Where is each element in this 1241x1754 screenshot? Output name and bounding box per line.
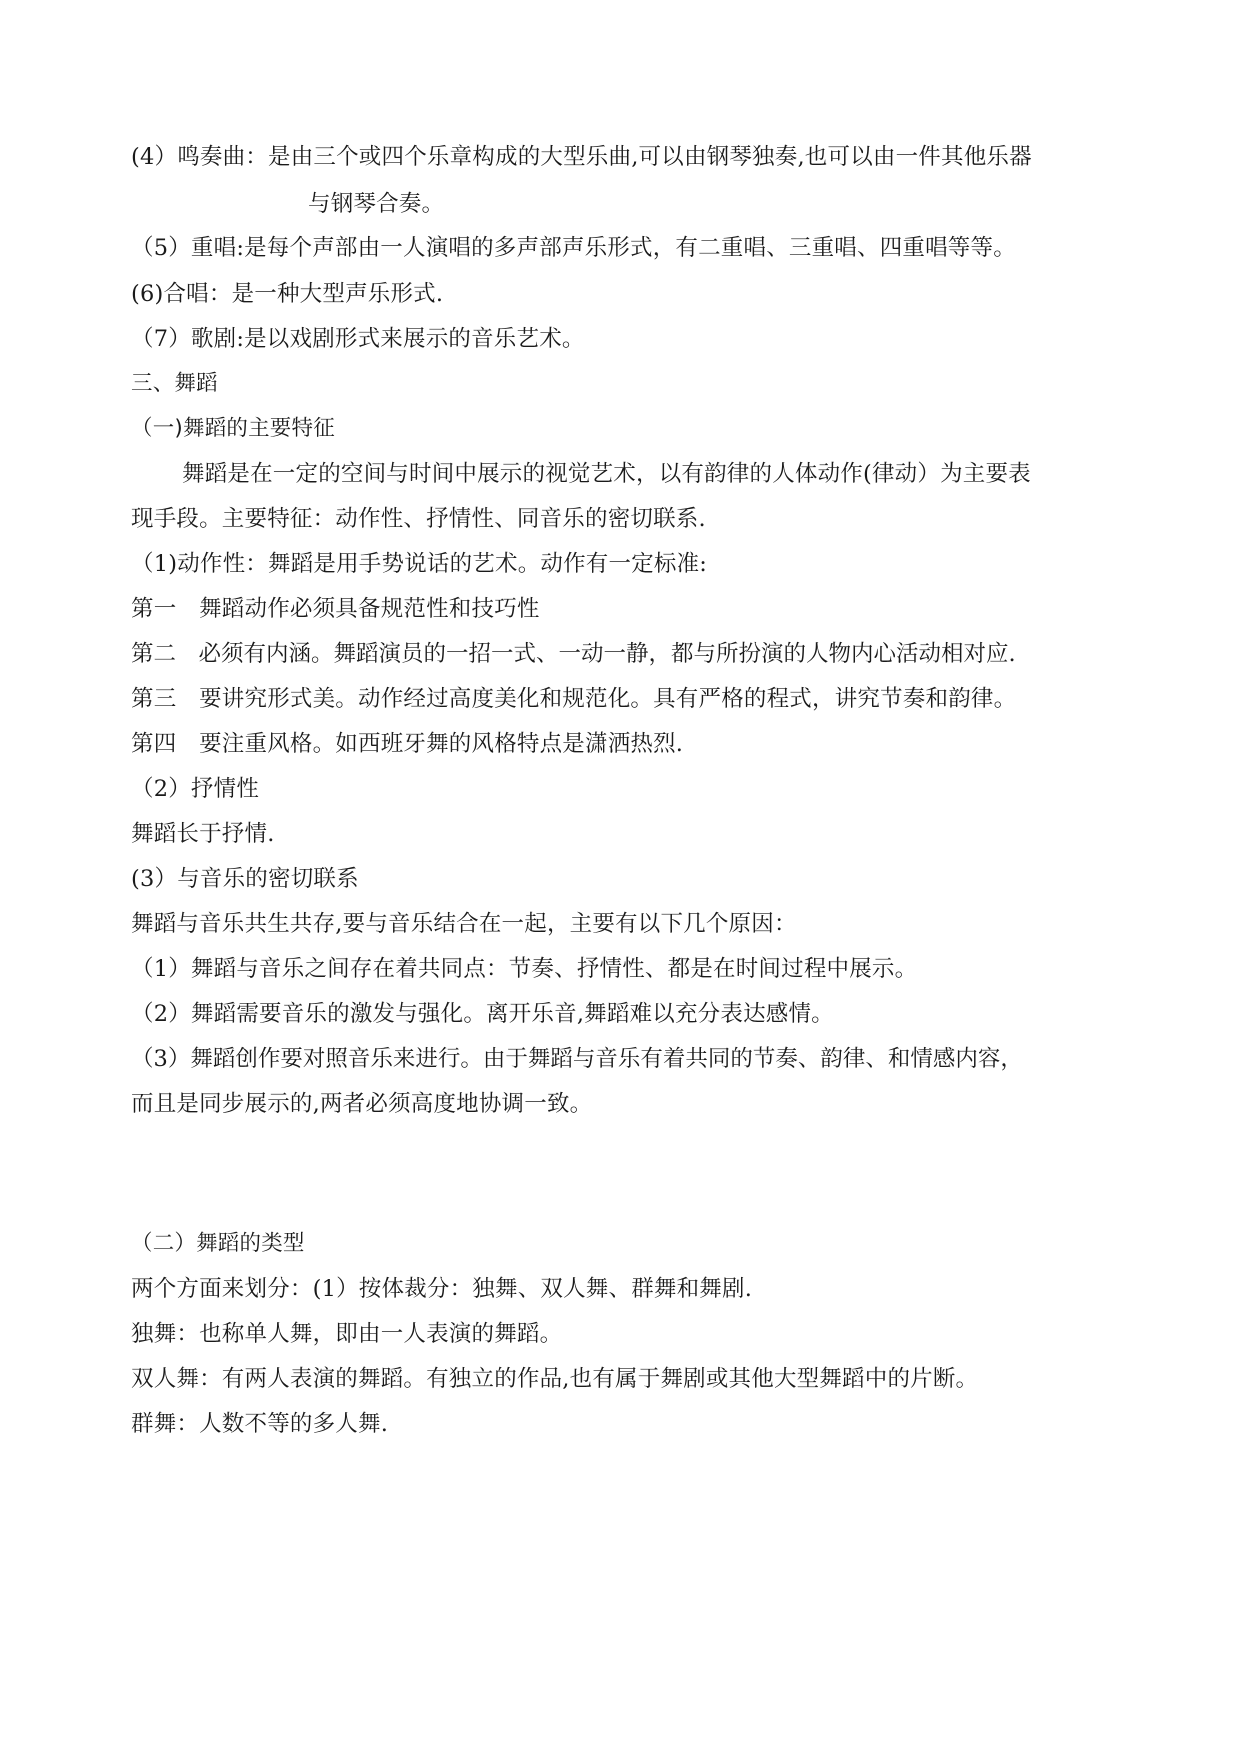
paragraph-classification: 两个方面来划分：(1）按体裁分：独舞、双人舞、群舞和舞剧.	[131, 1276, 753, 1302]
subsection-heading-dance-types: （二）舞蹈的类型	[131, 1231, 305, 1256]
list-item-fourth: 第四 要注重风格。如西班牙舞的风格特点是潇洒热烈.	[131, 731, 684, 757]
list-item-reason-1: （1）舞蹈与音乐之间存在着共同点：节奏、抒情性、都是在时间过程中展示。	[131, 956, 918, 982]
list-item-third: 第三 要讲究形式美。动作经过高度美化和规范化。具有严格的程式，讲究节奏和韵律。	[131, 686, 1017, 712]
paragraph-chorus: (6)合唱：是一种大型声乐形式.	[131, 281, 444, 307]
list-item-reason-3: （3）舞蹈创作要对照音乐来进行。由于舞蹈与音乐有着共同的节奏、韵律、和情感内容，	[131, 1046, 1023, 1072]
paragraph-ensemble-singing: （5）重唱:是每个声部由一人演唱的多声部声乐形式，有二重唱、三重唱、四重唱等等。	[131, 235, 1016, 261]
paragraph-movement: （1)动作性：舞蹈是用手势说话的艺术。动作有一定标准:	[131, 551, 708, 577]
paragraph-sonata-continued: 与钢琴合奏。	[308, 191, 445, 217]
list-item-second: 第二 必须有内涵。舞蹈演员的一招一式、一动一静，都与所扮演的人物内心活动相对应.	[131, 641, 1016, 667]
list-item-first: 第一 舞蹈动作必须具备规范性和技巧性	[131, 596, 540, 622]
paragraph-lyricism: 舞蹈长于抒情.	[131, 821, 275, 847]
paragraph-dance-definition: 舞蹈是在一定的空间与时间中展示的视觉艺术，以有韵律的人体动作(律动）为主要表	[182, 461, 1031, 487]
section-heading-dance: 三、舞蹈	[131, 371, 218, 396]
paragraph-solo-dance: 独舞：也称单人舞，即由一人表演的舞蹈。	[131, 1321, 563, 1347]
paragraph-lyricism-heading: （2）抒情性	[131, 776, 260, 802]
paragraph-music-link: 舞蹈与音乐共生共存,要与音乐结合在一起，主要有以下几个原因：	[131, 911, 797, 937]
subsection-heading-dance-features: （一)舞蹈的主要特征	[131, 416, 335, 441]
list-item-reason-2: （2）舞蹈需要音乐的激发与强化。离开乐音,舞蹈难以充分表达感情。	[131, 1001, 834, 1027]
paragraph-duet-dance: 双人舞：有两人表演的舞蹈。有独立的作品,也有属于舞剧或其他大型舞蹈中的片断。	[131, 1366, 979, 1392]
paragraph-opera: （7）歌剧:是以戏剧形式来展示的音乐艺术。	[131, 326, 585, 352]
paragraph-group-dance: 群舞：人数不等的多人舞.	[131, 1411, 389, 1437]
paragraph-dance-definition-continued: 现手段。主要特征：动作性、抒情性、同音乐的密切联系.	[131, 506, 706, 532]
list-item-reason-3-continued: 而且是同步展示的,两者必须高度地协调一致。	[131, 1091, 593, 1117]
paragraph-sonata: (4）鸣奏曲：是由三个或四个乐章构成的大型乐曲,可以由钢琴独奏,也可以由一件其他乐器	[131, 144, 1032, 170]
paragraph-music-link-heading: (3）与音乐的密切联系	[131, 866, 359, 892]
